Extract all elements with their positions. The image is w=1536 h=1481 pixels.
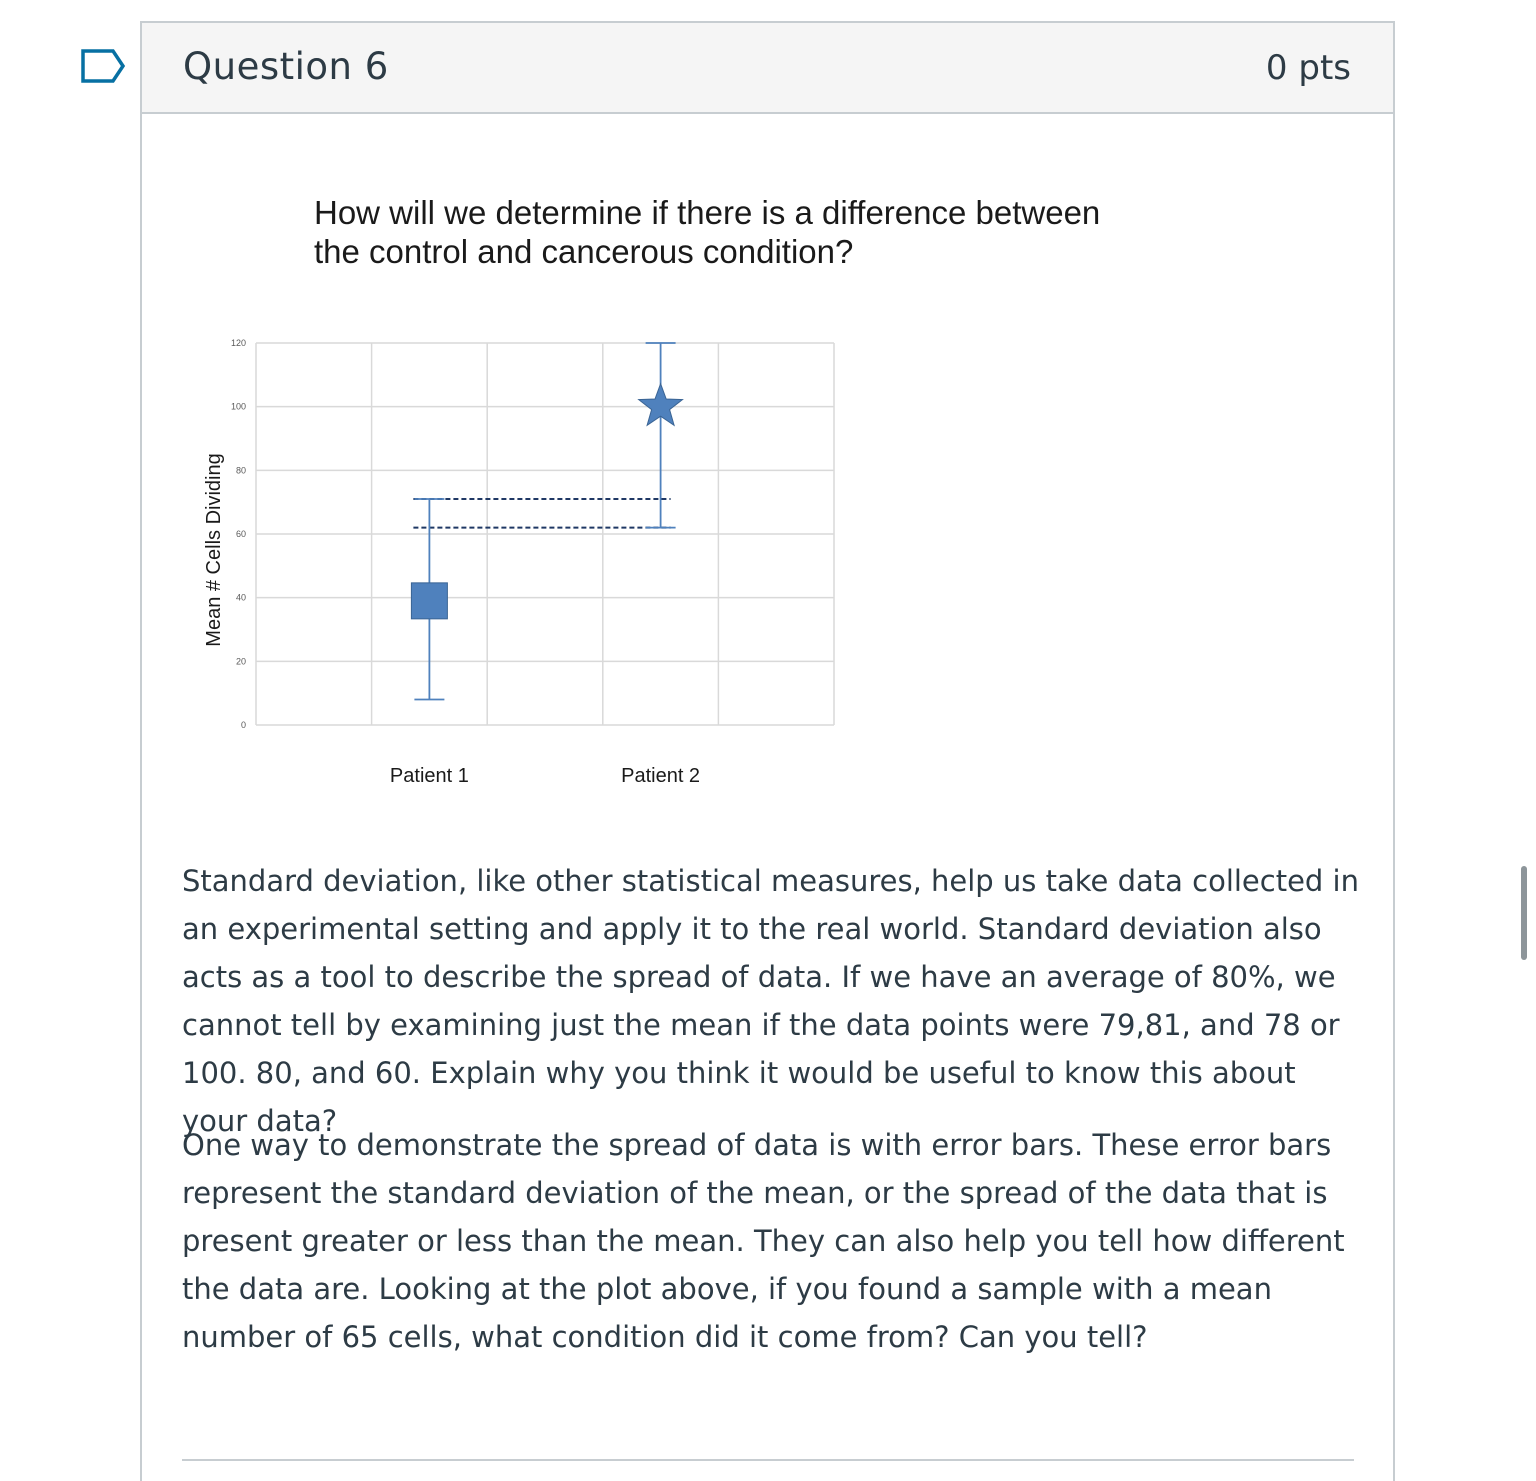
figure-title — [314, 193, 1274, 271]
error-bar-chart — [182, 313, 882, 813]
question-points: 0 pts — [1265, 48, 1351, 88]
y-tick-label: 80 — [235, 465, 246, 476]
y-tick-label: 120 — [230, 338, 246, 348]
paragraph-error-bars: One way to demonstrate the spread of data is with error bars. These error bars represent the standard deviation of the mean, or the spread of the data that is present greater or less than the mean. They can also help you tell how different the data are. Looking at the plot above, if you found a sample with a mean number of 65 cells, what condition did it come from? Can you tell? — [182, 1128, 1345, 1354]
figure-title-line-2: the control and cancerous condition? — [314, 233, 854, 270]
y-tick-label: 0 — [240, 720, 246, 730]
y-axis-label: Mean # Cells Dividing — [203, 453, 225, 647]
y-tick-label: 100 — [230, 401, 246, 412]
paragraph-standard-deviation: Standard deviation, like other statistical measures, help us take data collected in an experimental setting and apply it to the real world. Standard deviation also acts as a tool to describe the spread of data. If we have an average of 80%, we cannot tell by examining just the mean if the data points were 79,81, and 78 or 100. 80, and 60. Explain why you think it would be useful to know this about your data? — [182, 864, 1359, 1138]
mean-marker-square — [411, 583, 447, 619]
figure-title-line-1: How will we determine if there is a difference between — [314, 194, 1101, 231]
y-tick-label: 40 — [235, 592, 246, 603]
question-card — [140, 21, 1395, 1481]
question-flag-icon[interactable] — [80, 48, 126, 84]
x-category-label: Patient 2 — [621, 765, 701, 787]
scrollbar-thumb[interactable] — [1521, 866, 1527, 960]
y-tick-label: 20 — [235, 656, 246, 667]
x-category-label: Patient 1 — [389, 765, 469, 787]
question-header — [142, 23, 1393, 114]
question-title: Question 6 — [183, 45, 389, 88]
y-tick-label: 60 — [235, 529, 246, 539]
